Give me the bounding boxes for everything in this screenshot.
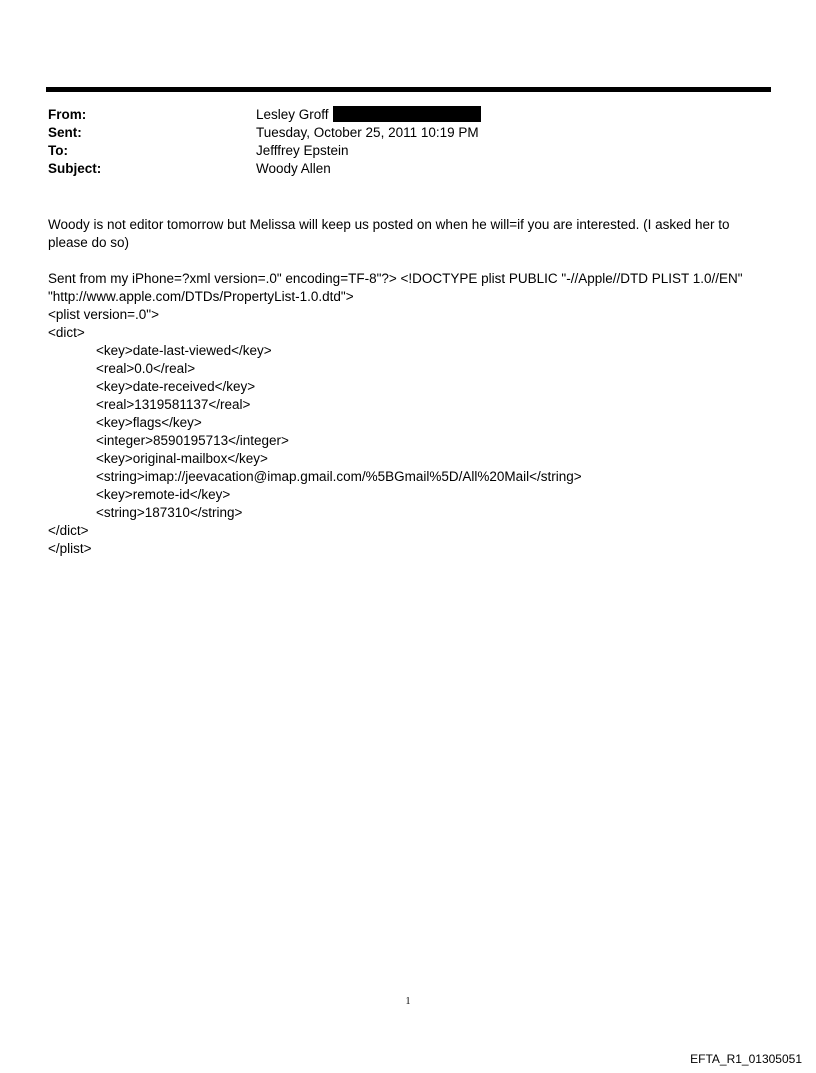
from-row bbox=[48, 106, 748, 124]
from-label: From: bbox=[48, 107, 87, 122]
sent-value: Tuesday, October 25, 2011 10:19 PM bbox=[256, 125, 479, 140]
page-number: 1 bbox=[405, 996, 411, 1007]
body-paragraph: Woody is not editor tomorrow but Melissa will keep us posted on when he will=if you are interested. (I asked her to please do so) bbox=[48, 217, 730, 250]
code-line: <string>imap://jeevacation@imap.gmail.com/%5BGmail%5D/All%20Mail</string> bbox=[96, 469, 582, 484]
subject-value: Woody Allen bbox=[256, 161, 331, 176]
subject-row bbox=[48, 160, 748, 178]
code-line: <integer>8590195713</integer> bbox=[96, 433, 289, 448]
code-line: <string>187310</string> bbox=[96, 505, 243, 520]
redaction-bar bbox=[333, 106, 481, 122]
code-line: <key>date-last-viewed</key> bbox=[96, 343, 272, 358]
code-line: <real>1319581137</real> bbox=[96, 397, 251, 412]
code-line: <real>0.0</real> bbox=[96, 361, 196, 376]
to-value: Jefffrey Epstein bbox=[256, 143, 349, 158]
code-line: </plist> bbox=[48, 541, 92, 556]
subject-label: Subject: bbox=[48, 161, 102, 176]
code-line: </dict> bbox=[48, 523, 89, 538]
code-line: <key>flags</key> bbox=[96, 415, 202, 430]
sender-name: Lesley Groff bbox=[256, 107, 329, 122]
code-line: <key>remote-id</key> bbox=[96, 487, 231, 502]
signature-line: Sent from my iPhone=?xml version=.0" encoding=TF-8"?> <!DOCTYPE plist PUBLIC "-//Apple//DTD PLIST 1.0//EN" bbox=[48, 271, 743, 286]
sent-row bbox=[48, 124, 748, 142]
plist-code bbox=[48, 306, 768, 558]
to-row bbox=[48, 142, 748, 160]
code-line: <dict> bbox=[48, 325, 85, 340]
sent-label: Sent: bbox=[48, 125, 82, 140]
from-value bbox=[256, 106, 481, 124]
code-line: <key>original-mailbox</key> bbox=[96, 451, 268, 466]
doctype-line: "http://www.apple.com/DTDs/PropertyList-1.0.dtd"> bbox=[48, 289, 354, 304]
header-divider bbox=[46, 87, 771, 92]
to-label: To: bbox=[48, 143, 68, 158]
document-id: EFTA_R1_01305051 bbox=[690, 1052, 802, 1066]
email-body bbox=[48, 216, 768, 558]
code-line: <plist version=.0"> bbox=[48, 307, 159, 322]
paragraph-spacer bbox=[48, 252, 768, 270]
code-line: <key>date-received</key> bbox=[96, 379, 256, 394]
email-header bbox=[48, 106, 748, 178]
